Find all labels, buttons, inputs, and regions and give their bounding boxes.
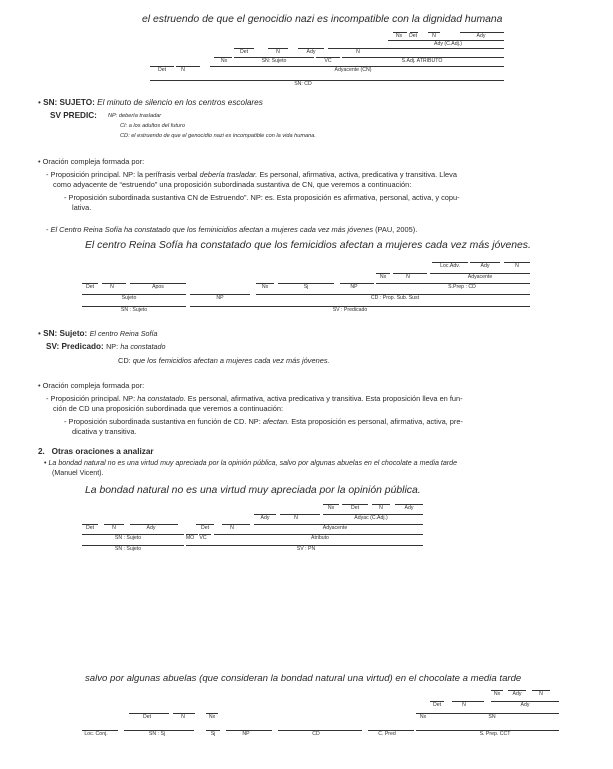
label: Det xyxy=(142,714,152,720)
label: Nx xyxy=(379,274,387,280)
label: Loc.Adv. xyxy=(440,263,460,269)
label: SV : Predicado xyxy=(332,307,368,313)
label: Sj xyxy=(210,731,216,737)
label: N xyxy=(432,33,436,39)
sv-line: NP: debería trasladar xyxy=(108,113,162,119)
label: NP xyxy=(242,731,250,737)
label: Sj xyxy=(303,284,309,290)
label: S. Prep. CCT xyxy=(479,731,511,737)
bullet-sn-sujeto-2: • SN: Sujeto: El centro Reina Sofía xyxy=(38,329,158,338)
paragraph: lativa. xyxy=(72,203,92,212)
label: VC xyxy=(324,58,332,64)
label: Det xyxy=(85,284,95,290)
label: Det xyxy=(350,505,360,511)
paragraph: como adyacente de “estruendo” una proposición subordinada sustantiva de CN, que veremos a continuación: xyxy=(53,180,412,189)
label: S.Prep : CD xyxy=(448,284,476,290)
label: N xyxy=(112,525,116,531)
label: SN: CD xyxy=(294,81,312,87)
label: N xyxy=(539,691,543,697)
cd-line: CD: que los femicidios afectan a mujeres cada vez más jóvenes. xyxy=(118,356,330,365)
label: CD xyxy=(312,731,320,737)
label: VC xyxy=(199,535,207,541)
label: SN : Sujeto xyxy=(114,535,142,541)
paragraph: - Proposición principal. NP: la perífrasis verbal debería trasladar. Es personal, afirmativa, activa, predicativa y transitiva. Lleva xyxy=(46,170,457,179)
label: Nx xyxy=(419,714,427,720)
label: Ady xyxy=(476,33,486,39)
label: N xyxy=(181,714,185,720)
bullet-sn-sujeto: • SN: SUJETO: El minuto de silencio en los centros escolares xyxy=(38,98,263,107)
label: Nx xyxy=(261,284,269,290)
label: SN : Sujeto xyxy=(120,307,148,313)
label: Det xyxy=(432,702,442,708)
label: Ady xyxy=(512,691,522,697)
example-sentence-3: La bondad natural no es una virtud muy apreciada por la opinión pública. xyxy=(85,485,421,496)
paragraph: ción de CD una proposición subordinada que veremos a continuación: xyxy=(53,404,284,413)
label: Ady xyxy=(306,49,316,55)
label: N xyxy=(379,505,383,511)
label: Loc. Conj. xyxy=(84,731,108,737)
label: Adyacente (CN) xyxy=(334,67,372,73)
label: Nx xyxy=(327,505,335,511)
label: SN : Sj xyxy=(148,731,166,737)
paragraph: - Proposición subordinada sustantiva CN de Estruendo”. NP: es. Esta proposición es afirmativa, personal, activa, y copu- xyxy=(64,193,460,202)
example-sentence-2: El centro Reina Sofía ha constatado que los femicidios afectan a mujeres cada vez más jóvenes. xyxy=(85,240,531,251)
label: Ady xyxy=(260,515,270,521)
label: SN: Sujeto xyxy=(261,58,287,64)
label: SN xyxy=(488,714,496,720)
label: Apos xyxy=(152,284,164,290)
section-heading: 2. Otras oraciones a analizar xyxy=(38,447,154,456)
label: Ady xyxy=(520,702,530,708)
paragraph: dicativa y transitiva. xyxy=(72,427,137,436)
label: Det xyxy=(200,525,210,531)
label: N xyxy=(406,274,410,280)
label: Det xyxy=(408,33,418,39)
label: Nx xyxy=(208,714,216,720)
label: N xyxy=(515,263,519,269)
label: N xyxy=(276,49,280,55)
oracion-compleja-heading-2: • Oración compleja formada por: xyxy=(38,381,145,390)
sv-line: CD: el estruendo de que el genocidio nazi es incompatible con la vida humana. xyxy=(120,133,316,139)
paragraph: - Proposición subordinada sustantiva en función de CD. NP: afectan. Esta proposición es personal, afirmativa, activa, pre- xyxy=(64,417,463,426)
label: Ady xyxy=(480,263,490,269)
label: N xyxy=(462,702,466,708)
label: Det xyxy=(239,49,249,55)
label: N xyxy=(230,525,234,531)
sv-predic-label: SV PREDIC: xyxy=(50,111,97,120)
label: N xyxy=(294,515,298,521)
label: Det xyxy=(85,525,95,531)
label: C. Pred xyxy=(378,731,396,737)
label: NP xyxy=(216,295,224,301)
label: Ady xyxy=(146,525,156,531)
label: CD : Prop. Sub. Sust xyxy=(370,295,420,301)
example-sentence-4: salvo por algunas abuelas (que consideran la bondad natural una virtud) en el chocolate a media tarde xyxy=(85,673,522,684)
label: Nx xyxy=(493,691,501,697)
label: Adyacente xyxy=(467,274,493,280)
label: N xyxy=(110,284,114,290)
label: Det xyxy=(157,67,167,73)
section-intro-source: (Manuel Vicent). xyxy=(52,469,104,477)
label: N xyxy=(356,49,360,55)
example-intro-2: - El Centro Reina Sofía ha constatado que los feminicidios afectan a mujeres cada vez más jóvenes (PAU, 2005). xyxy=(46,225,418,234)
label: SN : Sujeto xyxy=(114,546,142,552)
oracion-compleja-heading-1: • Oración compleja formada por: xyxy=(38,157,145,166)
label: N xyxy=(181,67,185,73)
label: Nx xyxy=(395,33,403,39)
label: NP xyxy=(350,284,358,290)
label: Ady (C.Adj.) xyxy=(434,41,462,47)
label: Adyac (C.Adj.) xyxy=(354,515,388,521)
label: Sujeto xyxy=(121,295,137,301)
label: MO xyxy=(185,535,195,541)
label: SV : PN xyxy=(296,546,316,552)
sv-line: CI: a los adultos del futuro xyxy=(120,123,185,129)
paragraph: - Proposición principal. NP: ha constatado. Es personal, afirmativa, activa predicativa y transitiva. Esta proposición lleva en fun- xyxy=(46,394,463,403)
sv-predicado-line: SV: Predicado: NP: ha constatado xyxy=(46,342,166,351)
label: Adyacente xyxy=(322,525,348,531)
section-intro: • La bondad natural no es una virtud muy apreciada por la opinión pública, salvo por algunas abuelas en el chocolate a media tarde xyxy=(44,459,458,467)
label: Nx xyxy=(220,58,228,64)
example-sentence-1: el estruendo de que el genocidio nazi es incompatible con la dignidad humana xyxy=(142,14,503,25)
label: S.Adj. ATRIBUTO xyxy=(401,58,443,64)
label: Ady xyxy=(404,505,414,511)
label: Atributo xyxy=(311,535,329,541)
